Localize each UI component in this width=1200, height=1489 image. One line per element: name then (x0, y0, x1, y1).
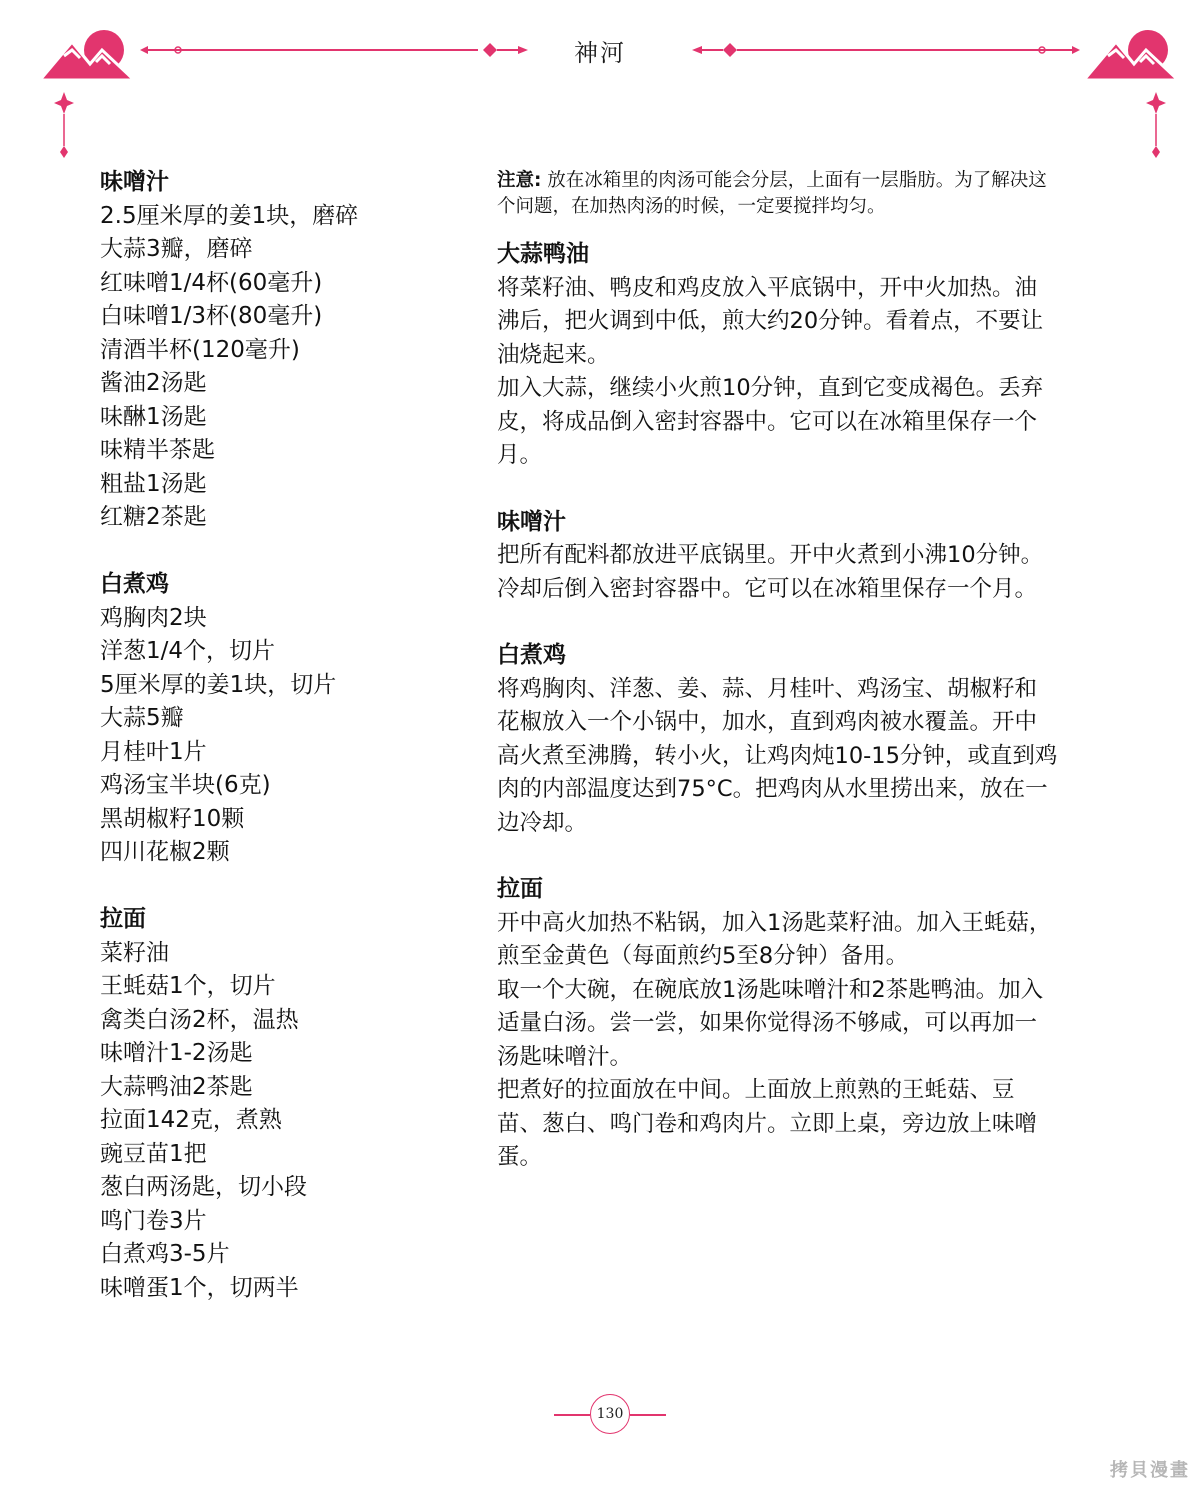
ingredient-item: 味醂1汤匙 (100, 403, 207, 430)
instruction-line: 苗、葱白、鸣门卷和鸡肉片。立即上桌，旁边放上味噌 (497, 1110, 1038, 1137)
ingredient-item: 鸡胸肉2块 (100, 604, 207, 631)
instruction-line: 把所有配料都放进平底锅里。开中火煮到小沸10分钟。 (497, 542, 1044, 568)
ingredient-item: 大蒜鸭油2茶匙 (100, 1073, 253, 1100)
ingredient-item: 黑胡椒籽10颗 (100, 805, 245, 832)
instruction-line: 将鸡胸肉、洋葱、姜、蒜、月桂叶、鸡汤宝、胡椒籽和 (497, 675, 1038, 702)
ingredient-item: 清酒半杯(120毫升) (100, 336, 300, 363)
page-number: 130 (590, 1394, 630, 1434)
ingredient-item: 拉面142克，煮熟 (100, 1107, 282, 1133)
ingredient-item: 葱白两汤匙，切小段 (100, 1174, 307, 1200)
instruction-line: 花椒放入一个小锅中，加水，直到鸡肉被水覆盖。开中 (497, 709, 1038, 735)
ingredient-item: 味噌汁1-2汤匙 (100, 1040, 253, 1066)
ingredient-section-poached-chicken (100, 568, 460, 870)
sparkle-drop-right (1146, 90, 1166, 160)
instruction-section-ramen (497, 873, 1127, 1175)
storage-note (497, 168, 1127, 220)
sparkle-drop-left (54, 90, 74, 160)
instruction-line: 加入大蒜，继续小火煎10分钟，直到它变成褐色。丢弃 (497, 375, 1044, 401)
instruction-line: 冷却后倒入密封容器中。它可以在冰箱里保存一个月。 (497, 575, 1038, 602)
section-title: 拉面 (497, 876, 543, 902)
ingredient-item: 粗盐1汤匙 (100, 470, 207, 497)
section-title: 味噌汁 (497, 508, 566, 535)
ingredient-item: 大蒜5瓣 (100, 705, 184, 731)
ingredient-section-ramen (100, 903, 460, 1305)
ingredient-item: 鸣门卷3片 (100, 1207, 207, 1234)
ingredient-item: 豌豆苗1把 (100, 1140, 207, 1167)
section-title: 味噌汁 (100, 169, 169, 195)
page-header-title: 神河 (574, 39, 626, 67)
ingredient-item: 味噌蛋1个，切两半 (100, 1274, 299, 1301)
watermark-text: 拷貝漫畫 (1110, 1460, 1190, 1481)
instruction-line: 取一个大碗，在碗底放1汤匙味噌汁和2茶匙鸭油。加入 (497, 976, 1044, 1003)
ingredient-item: 红糖2茶匙 (100, 504, 207, 530)
instruction-line: 沸后，把火调到中低，煎大约20分钟。看着点，不要让 (497, 308, 1044, 334)
ingredient-item: 2.5厘米厚的姜1块，磨碎 (100, 202, 359, 229)
instruction-line: 皮，将成品倒入密封容器中。它可以在冰箱里保存一个 (497, 408, 1038, 435)
ingredient-item: 酱油2汤匙 (100, 370, 207, 396)
instruction-line: 高火煮至沸腾，转小火，让鸡肉炖10-15分钟，或直到鸡 (497, 742, 1058, 769)
instruction-section-miso-sauce (497, 506, 1127, 607)
ingredient-item: 王蚝菇1个，切片 (100, 973, 276, 999)
instruction-section-poached-chicken (497, 639, 1127, 840)
note-text: 个问题，在加热肉汤的时候，一定要搅拌均匀。 (497, 196, 886, 217)
instruction-line: 油烧起来。 (497, 341, 610, 368)
instruction-line: 边冷却。 (497, 809, 588, 836)
instruction-line: 开中高火加热不粘锅，加入1汤匙菜籽油。加入王蚝菇， (497, 909, 1052, 936)
ingredient-item: 白煮鸡3-5片 (100, 1241, 230, 1267)
ingredient-section-miso-sauce (100, 166, 460, 535)
instruction-line: 蛋。 (497, 1144, 543, 1170)
instruction-line: 月。 (497, 442, 543, 468)
ingredient-item: 大蒜3瓣，磨碎 (100, 236, 253, 262)
instruction-line: 煎至金黄色（每面煎约5至8分钟）备用。 (497, 943, 909, 969)
ingredient-item: 禽类白汤2杯，温热 (100, 1006, 299, 1033)
note-label: 注意: (497, 170, 542, 191)
instruction-line: 适量白汤。尝一尝，如果你觉得汤不够咸，可以再加一 (497, 1010, 1038, 1036)
page-number-badge (550, 1390, 670, 1440)
instructions-column (497, 168, 1127, 1208)
instruction-line: 肉的内部温度达到75°C。把鸡肉从水里捞出来，放在一 (497, 776, 1048, 802)
section-title: 拉面 (100, 906, 146, 932)
section-title: 白煮鸡 (100, 571, 169, 597)
instruction-line: 将菜籽油、鸭皮和鸡皮放入平底锅中，开中火加热。油 (497, 274, 1038, 301)
ingredient-item: 味精半茶匙 (100, 437, 215, 463)
ingredient-item: 洋葱1/4个，切片 (100, 638, 276, 664)
section-title: 大蒜鸭油 (497, 241, 589, 267)
ingredient-item: 四川花椒2颗 (100, 839, 230, 865)
ingredients-column (100, 166, 460, 1305)
ingredient-item: 5厘米厚的姜1块，切片 (100, 671, 337, 698)
instruction-line: 汤匙味噌汁。 (497, 1043, 633, 1070)
instruction-section-garlic-duck-oil (497, 238, 1127, 473)
ingredient-item: 菜籽油 (100, 939, 169, 966)
ingredient-item: 白味噌1/3杯(80毫升) (100, 303, 323, 329)
instruction-line: 把煮好的拉面放在中间。上面放上煎熟的王蚝菇、豆 (497, 1077, 1015, 1103)
note-text: 放在冰箱里的肉汤可能会分层，上面有一层脂肪。为了解决这 (541, 170, 1047, 191)
section-title: 白煮鸡 (497, 642, 566, 668)
ingredient-item: 月桂叶1片 (100, 738, 207, 765)
ingredient-item: 红味噌1/4杯(60毫升) (100, 269, 323, 296)
ingredient-item: 鸡汤宝半块(6克) (100, 772, 271, 798)
